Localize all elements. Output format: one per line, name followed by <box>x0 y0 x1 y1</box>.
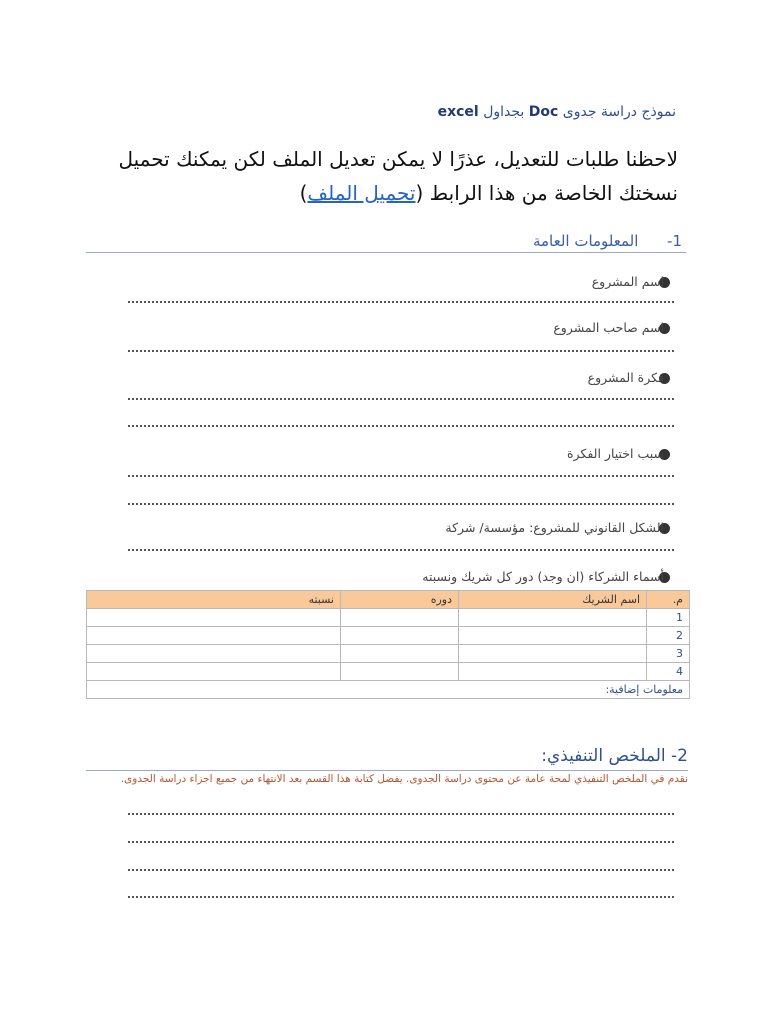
notice-close: ) <box>299 181 308 205</box>
table-row <box>87 663 690 681</box>
field-owner-line[interactable] <box>128 350 674 352</box>
document-title <box>116 104 676 120</box>
field-legal-form-line[interactable] <box>128 549 674 551</box>
table-footer-row <box>87 681 690 699</box>
header-partner-name: اسم الشريك <box>459 591 647 609</box>
field-idea-line-2[interactable] <box>128 425 674 427</box>
summary-line[interactable] <box>128 841 674 843</box>
partner-name-cell[interactable] <box>459 627 647 645</box>
share-cell[interactable] <box>87 663 341 681</box>
field-legal-form-label: الشكل القانوني للمشروع: مؤسسة/ شركة <box>445 520 664 535</box>
role-cell[interactable] <box>341 663 459 681</box>
field-project-name-line[interactable] <box>128 301 674 303</box>
partner-name-cell[interactable] <box>459 663 647 681</box>
row-number: 3 <box>647 645 690 663</box>
field-reason-label: سبب اختيار الفكرة <box>566 446 664 461</box>
section-number: 1- <box>667 232 682 250</box>
partner-name-cell[interactable] <box>459 645 647 663</box>
role-cell[interactable] <box>341 609 459 627</box>
title-doc: Doc <box>528 104 559 120</box>
partners-table <box>86 590 690 699</box>
section-general-info-heading <box>533 232 682 250</box>
summary-line[interactable] <box>128 869 674 871</box>
row-number: 1 <box>647 609 690 627</box>
field-reason-line-2[interactable] <box>128 503 674 505</box>
header-number: م. <box>647 591 690 609</box>
role-cell[interactable] <box>341 627 459 645</box>
row-number: 2 <box>647 627 690 645</box>
table-row <box>87 627 690 645</box>
section-executive-summary-heading: 2- الملخص التنفيذي: <box>541 746 688 766</box>
field-owner-label: اسم صاحب المشروع <box>553 320 664 335</box>
title-middle: بجداول <box>483 104 525 120</box>
table-header-row <box>87 591 690 609</box>
field-project-name-label: اسم المشروع <box>591 274 664 289</box>
field-partners-label: أسماء الشركاء (ان وجد) دور كل شريك ونسبته <box>422 569 664 584</box>
edit-notice <box>78 142 678 210</box>
section-divider <box>86 770 688 771</box>
additional-info-cell[interactable]: معلومات إضافية: <box>87 681 690 699</box>
field-reason-line[interactable] <box>128 475 674 477</box>
download-file-link[interactable]: تحميل الملف <box>307 181 416 205</box>
header-role: دوره <box>341 591 459 609</box>
summary-line[interactable] <box>128 813 674 815</box>
share-cell[interactable] <box>87 645 341 663</box>
role-cell[interactable] <box>341 645 459 663</box>
title-excel: excel <box>437 104 479 120</box>
summary-line[interactable] <box>128 896 674 898</box>
section-divider <box>86 252 686 253</box>
title-prefix: نموذج دراسة جدوى <box>562 104 676 120</box>
field-idea-line[interactable] <box>128 398 674 400</box>
share-cell[interactable] <box>87 609 341 627</box>
field-idea-label: فكرة المشروع <box>587 370 664 385</box>
notice-text: لاحظنا طلبات للتعديل، عذرًا لا يمكن تعديل الملف لكن يمكنك تحميل نسختك الخاصة من هذا الرابط ( <box>118 147 678 205</box>
row-number: 4 <box>647 663 690 681</box>
section-title: المعلومات العامة <box>532 232 639 250</box>
executive-summary-note: نقدم في الملخص التنفيذي لمحة عامة عن محتوى دراسة الجدوى. يفضل كتابة هذا القسم بعد الانتهاء من جميع اجزاء دراسة الجدوى. <box>120 773 688 785</box>
header-share: نسبته <box>87 591 341 609</box>
share-cell[interactable] <box>87 627 341 645</box>
table-row <box>87 645 690 663</box>
table-row <box>87 609 690 627</box>
partner-name-cell[interactable] <box>459 609 647 627</box>
